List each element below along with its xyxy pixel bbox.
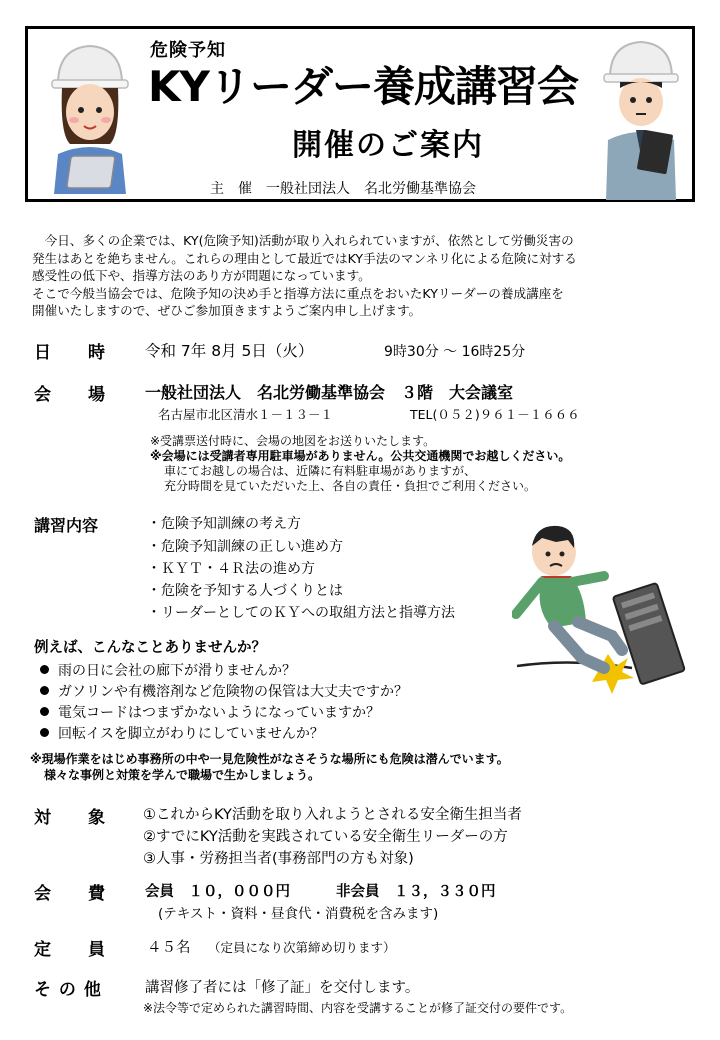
venue-tel: TEL(０５２)９６１－１６６６ <box>410 407 580 422</box>
example-item <box>40 702 380 722</box>
bullet-dot <box>40 686 49 695</box>
target-label: 対 象 <box>34 808 106 828</box>
content-item: ・危険予知訓練の考え方 <box>147 516 301 532</box>
intro-line: 感受性の低下や、指導方法のあり方が問題になっています。 <box>32 268 371 283</box>
bullet-dot <box>40 728 49 737</box>
capacity-label: 定 員 <box>34 940 106 960</box>
venue-note: ※会場には受講者専用駐車場がありません。公共交通機関でお越しください。 <box>150 449 571 463</box>
page-subtitle: 開催のご案内 <box>292 128 484 163</box>
content-item: ・ＫＹＴ・４Ｒ法の進め方 <box>147 561 315 577</box>
venue-note: ※受講票送付時に、会場の地図をお送りいたします。 <box>150 434 436 448</box>
venue-address: 名古屋市北区清水１－１３－１ <box>158 407 334 422</box>
capacity-note: （定員になり次第締め切ります） <box>208 940 396 955</box>
capacity-value: ４５名 <box>147 940 191 956</box>
fee-note: (テキスト・資料・昼食代・消費税を含みます) <box>158 906 439 922</box>
content-item: ・リーダーとしてのＫＹへの取組方法と指導方法 <box>147 605 455 621</box>
target-item: ③人事・労務担当者(事務部門の方も対象) <box>143 851 414 867</box>
worker-woman-illustration <box>40 36 140 194</box>
other-text: 講習修了者には「修了証」を交付します。 <box>145 980 420 996</box>
intro-line: 開催いたしますので、ぜひご参加頂きますようご案内申し上げます。 <box>32 303 422 318</box>
example-item <box>40 660 296 680</box>
venue-note: 充分時間を見ていただいた上、各自の責任・負担でご利用ください。 <box>164 479 537 493</box>
examples-note: 様々な事例と対策を学んで職場で生かしましょう。 <box>44 768 321 782</box>
falling-worker-illustration <box>512 518 687 703</box>
event-date: 令和 7年 8月 5日（火） <box>145 342 314 360</box>
venue-name: 一般社団法人 名北労働基準協会 ３階 大会議室 <box>145 383 514 402</box>
intro-line: 発生はあとを絶ちません。これらの理由として最近ではKY手法のマンネリ化による危険に対する <box>32 250 577 266</box>
content-item: ・危険予知訓練の正しい進め方 <box>147 539 343 555</box>
bullet-dot <box>40 665 49 674</box>
intro-line: 今日、多くの企業では、KY(危険予知)活動が取り入れられていますが、依然として労働災害の <box>32 233 574 248</box>
other-label: そ の 他 <box>34 980 102 1000</box>
venue-label: 会 場 <box>34 385 106 405</box>
page-title: KYリーダー養成講習会 <box>148 62 578 111</box>
example-text: 電気コードはつまずかないようになっていますか？ <box>58 705 380 721</box>
content-label: 講習内容 <box>34 516 99 535</box>
other-note: ※法令等で定められた講習時間、内容を受講することが修了証交付の要件です。 <box>143 1001 573 1015</box>
example-item <box>40 681 408 701</box>
kiken-yochi-label: 危険予知 <box>150 40 226 61</box>
fee-nonmember: 非会員 １３，３３０円 <box>336 884 496 900</box>
intro-line: そこで今般当協会では、危険予知の決め手と指導方法に重点をおいたKYリーダーの養成講座を <box>32 285 564 301</box>
fee-label: 会 費 <box>34 884 106 904</box>
organizer-line: 主 催 一般社団法人 名北労働基準協会 <box>210 181 476 197</box>
venue-note: 車にてお越しの場合は、近隣に有料駐車場がありますが、 <box>164 464 477 478</box>
example-text: 雨の日に会社の廊下が滑りませんか？ <box>58 663 296 679</box>
event-time: 9時30分 ～ 16時25分 <box>384 344 526 360</box>
bullet-dot <box>40 707 49 716</box>
target-item: ①これからKY活動を取り入れようとされる安全衛生担当者 <box>143 807 522 823</box>
examples-note: ※現場作業をはじめ事務所の中や一見危険性がなさそうな場所にも危険は潜んでいます。 <box>30 752 509 766</box>
target-item: ②すでにKY活動を実践されている安全衛生リーダーの方 <box>143 829 508 845</box>
content-item: ・危険を予知する人づくりとは <box>147 583 343 599</box>
fee-member: 会員 １０，０００円 <box>145 884 290 900</box>
intro-paragraph <box>32 232 692 320</box>
examples-heading: 例えば、こんなことありませんか？ <box>34 640 266 656</box>
worker-man-illustration <box>596 36 686 200</box>
datetime-label: 日 時 <box>34 343 106 363</box>
example-item <box>40 723 324 743</box>
example-text: 回転イスを脚立がわりにしていませんか？ <box>58 726 324 742</box>
example-text: ガソリンや有機溶剤など危険物の保管は大丈夫ですか？ <box>58 684 408 700</box>
